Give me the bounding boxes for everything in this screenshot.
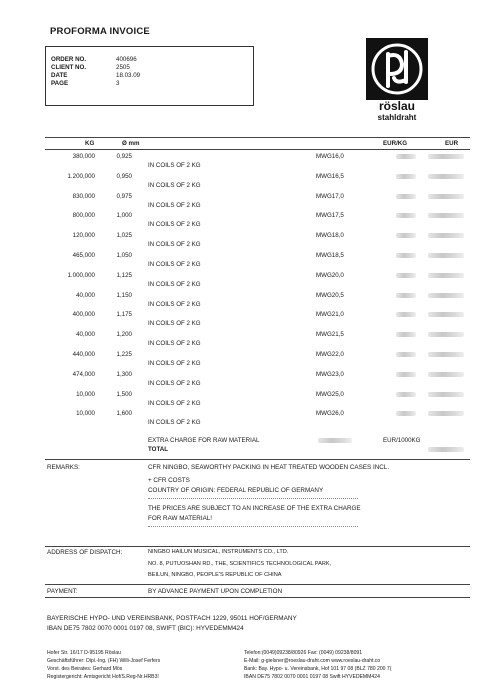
- row-code: MWG20,5: [316, 292, 344, 299]
- row-eur-blurred: [428, 352, 464, 357]
- row-code: MWG23,0: [316, 371, 344, 378]
- row-kg: 10,000: [76, 410, 95, 417]
- col-kg-header: KG: [85, 140, 95, 147]
- row-description: IN COILS OF 2 KG: [148, 182, 201, 189]
- row-eurkg-blurred: [396, 293, 416, 298]
- date-label: DATE: [51, 72, 68, 79]
- remarks-divider: [148, 526, 358, 527]
- row-code: MWG17,5: [316, 212, 344, 219]
- row-kg: 800,000: [72, 212, 95, 219]
- remarks-line: CFR NINGBO, SEAWORTHY PACKING IN HEAT TREATED WOODEN CASES INCL.: [148, 464, 390, 471]
- payment-rule: [45, 584, 470, 585]
- row-eurkg-blurred: [396, 213, 416, 218]
- table-top-rule: [45, 137, 470, 138]
- row-kg: 120,000: [72, 232, 95, 239]
- row-kg: 10,000: [76, 391, 95, 398]
- row-code: MWG18,5: [316, 252, 344, 259]
- row-kg: 474,000: [72, 371, 95, 378]
- row-kg: 40,000: [76, 331, 95, 338]
- row-kg: 40,000: [76, 292, 95, 299]
- dispatch-rule: [45, 546, 470, 547]
- row-eur-blurred: [428, 154, 464, 159]
- dispatch-line: NINGBO HAILUN MUSICAL, INSTRUMENTS CO., LTD.: [148, 549, 289, 555]
- order-info-box: [45, 46, 254, 106]
- row-description: IN COILS OF 2 KG: [148, 281, 201, 288]
- document-title: PROFORMA INVOICE: [50, 26, 150, 37]
- order-no-value: 400696: [116, 56, 137, 63]
- logo-brand-text: röslau: [378, 99, 416, 113]
- date-value: 18.03.09: [116, 72, 141, 79]
- row-kg: 440,000: [72, 351, 95, 358]
- footer-right-line: Bank: Bay. Hypo- u. Vereinsbank, Hof 101 97 08 (BLZ 780 200 7(: [244, 666, 392, 672]
- row-code: MWG18,0: [316, 232, 344, 239]
- row-diameter: 1,175: [116, 311, 132, 318]
- col-mm-header: Ø mm: [122, 140, 140, 147]
- row-kg: 830,000: [72, 193, 95, 200]
- row-description: IN COILS OF 2 KG: [148, 419, 201, 426]
- row-eurkg-blurred: [396, 332, 416, 337]
- row-kg: 465,000: [72, 252, 95, 259]
- extra-charge-unit: EUR/1000KG: [383, 437, 421, 444]
- row-diameter: 0,925: [116, 153, 132, 160]
- row-diameter: 1,200: [116, 331, 132, 338]
- footer-left-line: Registergericht: Amtsgericht Hof/S.Reg-Nr.HRB3!: [47, 674, 159, 680]
- row-eurkg-blurred: [396, 411, 416, 416]
- row-description: IN COILS OF 2 KG: [148, 360, 201, 367]
- row-eur-blurred: [428, 174, 464, 179]
- row-code: MWG26,0: [316, 410, 344, 417]
- row-eur-blurred: [428, 293, 464, 298]
- remarks-line: + CFR COSTS: [148, 477, 190, 484]
- footer-right-line: Telefon:(0049)09238/80926 Fax: (0049) 09238/8091: [244, 650, 363, 656]
- row-eurkg-blurred: [396, 312, 416, 317]
- row-diameter: 0,950: [116, 173, 132, 180]
- footer-right-line: IBAN DE75 7802 0070 0001 0197 08 Swift HYVEDEMM424: [244, 674, 380, 680]
- remarks-label: REMARKS:: [47, 464, 80, 471]
- row-eurkg-blurred: [396, 154, 416, 159]
- row-description: IN COILS OF 2 KG: [148, 340, 201, 347]
- row-diameter: 1,225: [116, 351, 132, 358]
- row-eur-blurred: [428, 194, 464, 199]
- row-diameter: 1,000: [116, 212, 132, 219]
- bank-line: IBAN DE75 7802 0070 0001 0197 08, SWIFT (BIC): HYVEDEMM424: [47, 625, 244, 632]
- row-diameter: 0,975: [116, 193, 132, 200]
- extra-charge-label: EXTRA CHARGE FOR RAW MATERIAL: [148, 437, 260, 444]
- payment-value: BY ADVANCE PAYMENT UPON COMPLETION: [148, 588, 283, 595]
- row-eur-blurred: [428, 332, 464, 337]
- row-code: MWG22,0: [316, 351, 344, 358]
- payment-label: PAYMENT:: [47, 588, 78, 595]
- row-code: MWG16,5: [316, 173, 344, 180]
- remarks-rule: [45, 459, 470, 460]
- row-eurkg-blurred: [396, 392, 416, 397]
- row-eurkg-blurred: [396, 352, 416, 357]
- row-diameter: 1,300: [116, 371, 132, 378]
- row-code: MWG21,0: [316, 311, 344, 318]
- col-eurkg-header: EUR/KG: [383, 140, 408, 147]
- table-header-rule: [45, 149, 470, 150]
- row-description: IN COILS OF 2 KG: [148, 162, 201, 169]
- row-eurkg-blurred: [396, 372, 416, 377]
- roeslau-logo: [366, 38, 428, 122]
- row-diameter: 1,500: [116, 391, 132, 398]
- payment-bottom-rule: [45, 597, 470, 598]
- row-code: MWG21,5: [316, 331, 344, 338]
- row-eurkg-blurred: [396, 253, 416, 258]
- row-eur-blurred: [428, 273, 464, 278]
- row-description: IN COILS OF 2 KG: [148, 261, 201, 268]
- row-diameter: 1,150: [116, 292, 132, 299]
- row-eur-blurred: [428, 233, 464, 238]
- row-eurkg-blurred: [396, 273, 416, 278]
- row-eurkg-blurred: [396, 174, 416, 179]
- dispatch-line: BEILUN, NINGBO, PEOPLE'S REPUBLIC OF CHINA: [148, 572, 282, 578]
- row-eur-blurred: [428, 312, 464, 317]
- row-code: MWG17,0: [316, 193, 344, 200]
- row-eur-blurred: [428, 372, 464, 377]
- bank-line: BAYERISCHE HYPO- UND VEREINSBANK, POSTFACH 1229, 95011 HOF/GERMANY: [47, 615, 297, 622]
- row-eur-blurred: [428, 253, 464, 258]
- footer-right-line: E-Mail: g-gielsner@roeslau-draht.com www.roeslau-draht.co: [244, 658, 381, 664]
- remarks-divider: [148, 498, 358, 499]
- row-kg: 1.000,000: [67, 272, 95, 279]
- row-kg: 380,000: [72, 153, 95, 160]
- row-kg: 400,000: [72, 311, 95, 318]
- row-diameter: 1,025: [116, 232, 132, 239]
- dispatch-line: NO. 8, PUTUOSHAN RD., THE, SCIENTIFICS TECHNOLOGICAL PARK,: [148, 561, 332, 567]
- remarks-line: THE PRICES ARE SUBJECT TO AN INCREASE OF THE EXTRA CHARGE: [148, 505, 361, 512]
- logo-sub-text: stahldraht: [377, 113, 417, 122]
- row-eurkg-blurred: [396, 233, 416, 238]
- row-code: MWG25,0: [316, 391, 344, 398]
- dispatch-label: ADDRESS OF DISPATCH:: [47, 549, 123, 556]
- row-code: MWG20,0: [316, 272, 344, 279]
- page-label: PAGE: [51, 80, 69, 87]
- row-description: IN COILS OF 2 KG: [148, 241, 201, 248]
- logo-mark-icon: [366, 38, 428, 122]
- row-diameter: 1,600: [116, 410, 132, 417]
- total-value-blurred: [428, 447, 464, 452]
- col-eur-header: EUR: [445, 140, 459, 147]
- row-description: IN COILS OF 2 KG: [148, 320, 201, 327]
- row-description: IN COILS OF 2 KG: [148, 400, 201, 407]
- remarks-line: FOR RAW MATERIAL!: [148, 515, 213, 522]
- row-description: IN COILS OF 2 KG: [148, 221, 201, 228]
- row-diameter: 1,125: [116, 272, 132, 279]
- row-diameter: 1,050: [116, 252, 132, 259]
- row-description: IN COILS OF 2 KG: [148, 380, 201, 387]
- row-eurkg-blurred: [396, 194, 416, 199]
- footer-left-line: Hofer Str. 16/17 D-95195 Röslau: [47, 650, 121, 656]
- page-value: 3: [116, 80, 120, 87]
- footer-left-line: Vorst. des Beirates: Gerhard Mös: [47, 666, 123, 672]
- order-no-label: ORDER NO.: [51, 56, 87, 63]
- client-no-value: 2505: [116, 64, 130, 71]
- extra-charge-value-blurred: [318, 438, 352, 443]
- row-description: IN COILS OF 2 KG: [148, 301, 201, 308]
- row-eur-blurred: [428, 392, 464, 397]
- total-label: TOTAL: [148, 446, 169, 453]
- remarks-line: COUNTRY OF ORIGIN: FEDERAL REPUBLIC OF GERMANY: [148, 487, 324, 494]
- row-kg: 1.200,000: [67, 173, 95, 180]
- footer-left-line: Geschäftsführer: Dipl.-Ing. (FH) Willi-Josef Ferfers: [47, 658, 161, 664]
- client-no-label: CLIENT NO.: [51, 64, 87, 71]
- row-code: MWG16,0: [316, 153, 344, 160]
- row-eur-blurred: [428, 213, 464, 218]
- row-description: IN COILS OF 2 KG: [148, 202, 201, 209]
- row-eur-blurred: [428, 411, 464, 416]
